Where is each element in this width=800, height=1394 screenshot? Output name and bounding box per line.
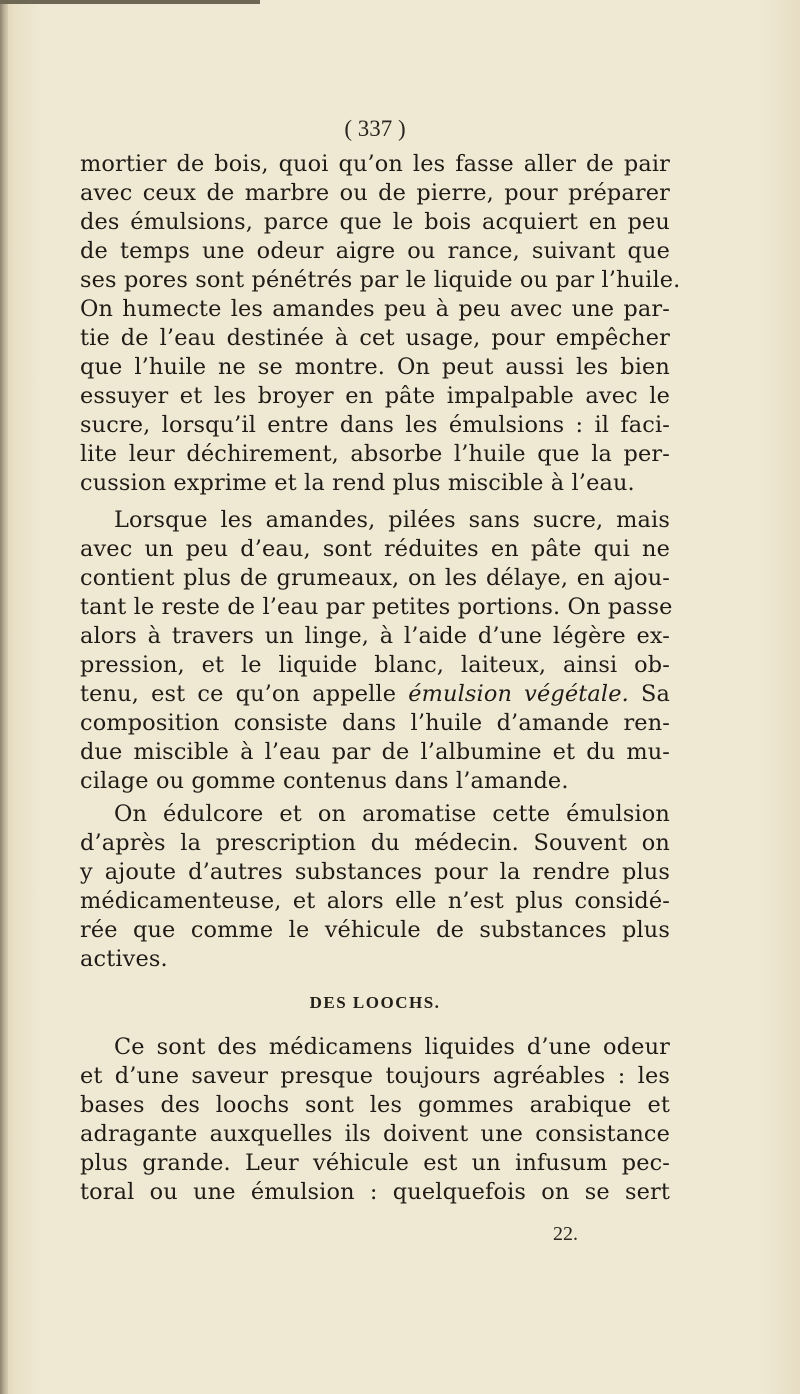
text-line: alors à travers un linge, à l’aide d’une légère ex- <box>80 623 670 649</box>
text-line: que l’huile ne se montre. On peut aussi les bien <box>80 354 670 380</box>
text-line: essuyer et les broyer en pâte impalpable avec le <box>80 383 670 409</box>
text-line: d’après la prescription du médecin. Souvent on <box>80 830 670 856</box>
text-line: On humecte les amandes peu à peu avec une par- <box>80 296 670 322</box>
text-line: contient plus de grumeaux, on les délaye, en ajou- <box>80 565 670 591</box>
text-line: des émulsions, parce que le bois acquiert en peu <box>80 209 670 235</box>
text-line-with-emphasis <box>80 680 670 709</box>
text-line: avec ceux de marbre ou de pierre, pour préparer <box>80 180 670 206</box>
text-line-start: tenu, est ce qu’on appelle <box>80 681 409 707</box>
page-spine-shadow <box>0 0 8 1394</box>
text-line: Ce sont des médicamens liquides d’une odeur <box>114 1034 670 1060</box>
text-line: bases des loochs sont les gommes arabique et <box>80 1092 670 1118</box>
text-line: mortier de bois, quoi qu’on les fasse aller de pair <box>80 151 670 177</box>
text-line: due miscible à l’eau par de l’albumine et du mu- <box>80 739 670 765</box>
text-line: actives. <box>80 946 168 972</box>
text-line: plus grande. Leur véhicule est un infusum pec- <box>80 1150 670 1176</box>
text-line: Lorsque les amandes, pilées sans sucre, mais <box>114 507 670 533</box>
text-line-end: Sa <box>628 681 671 707</box>
text-line: y ajoute d’autres substances pour la rendre plus <box>80 859 670 885</box>
text-line: adragante auxquelles ils doivent une consistance <box>80 1121 670 1147</box>
text-line: de temps une odeur aigre ou rance, suivant que <box>80 238 670 264</box>
text-line: médicamenteuse, et alors elle n’est plus considé- <box>80 888 670 914</box>
text-line: toral ou une émulsion : quelquefois on se sert <box>80 1179 670 1205</box>
emphasis-term: émulsion végétale. <box>408 681 629 707</box>
text-line: sucre, lorsqu’il entre dans les émulsions : il faci- <box>80 412 670 438</box>
text-line: avec un peu d’eau, sont réduites en pâte qui ne <box>80 536 670 562</box>
text-line: cilage ou gomme contenus dans l’amande. <box>80 768 569 794</box>
text-line: cussion exprime et la rend plus miscible à l’eau. <box>80 470 635 496</box>
text-line: et d’une saveur presque toujours agréables : les <box>80 1063 670 1089</box>
page-number: ( 337 ) <box>344 116 406 141</box>
top-edge-mark <box>0 0 260 4</box>
section-title: DES LOOCHS. <box>309 993 441 1012</box>
text-line: ses pores sont pénétrés par le liquide ou par l’huile. <box>80 267 681 293</box>
signature-mark: 22. <box>553 1223 578 1245</box>
text-line: composition consiste dans l’huile d’amande ren- <box>80 710 670 736</box>
text-line: On édulcore et on aromatise cette émulsion <box>114 801 670 827</box>
text-line: lite leur déchirement, absorbe l’huile que la per- <box>80 441 670 467</box>
text-line: tant le reste de l’eau par petites portions. On passe <box>80 594 673 620</box>
text-line: rée que comme le véhicule de substances plus <box>80 917 670 943</box>
text-line: pression, et le liquide blanc, laiteux, ainsi ob- <box>80 652 670 678</box>
text-line: tie de l’eau destinée à cet usage, pour empêcher <box>80 325 670 351</box>
